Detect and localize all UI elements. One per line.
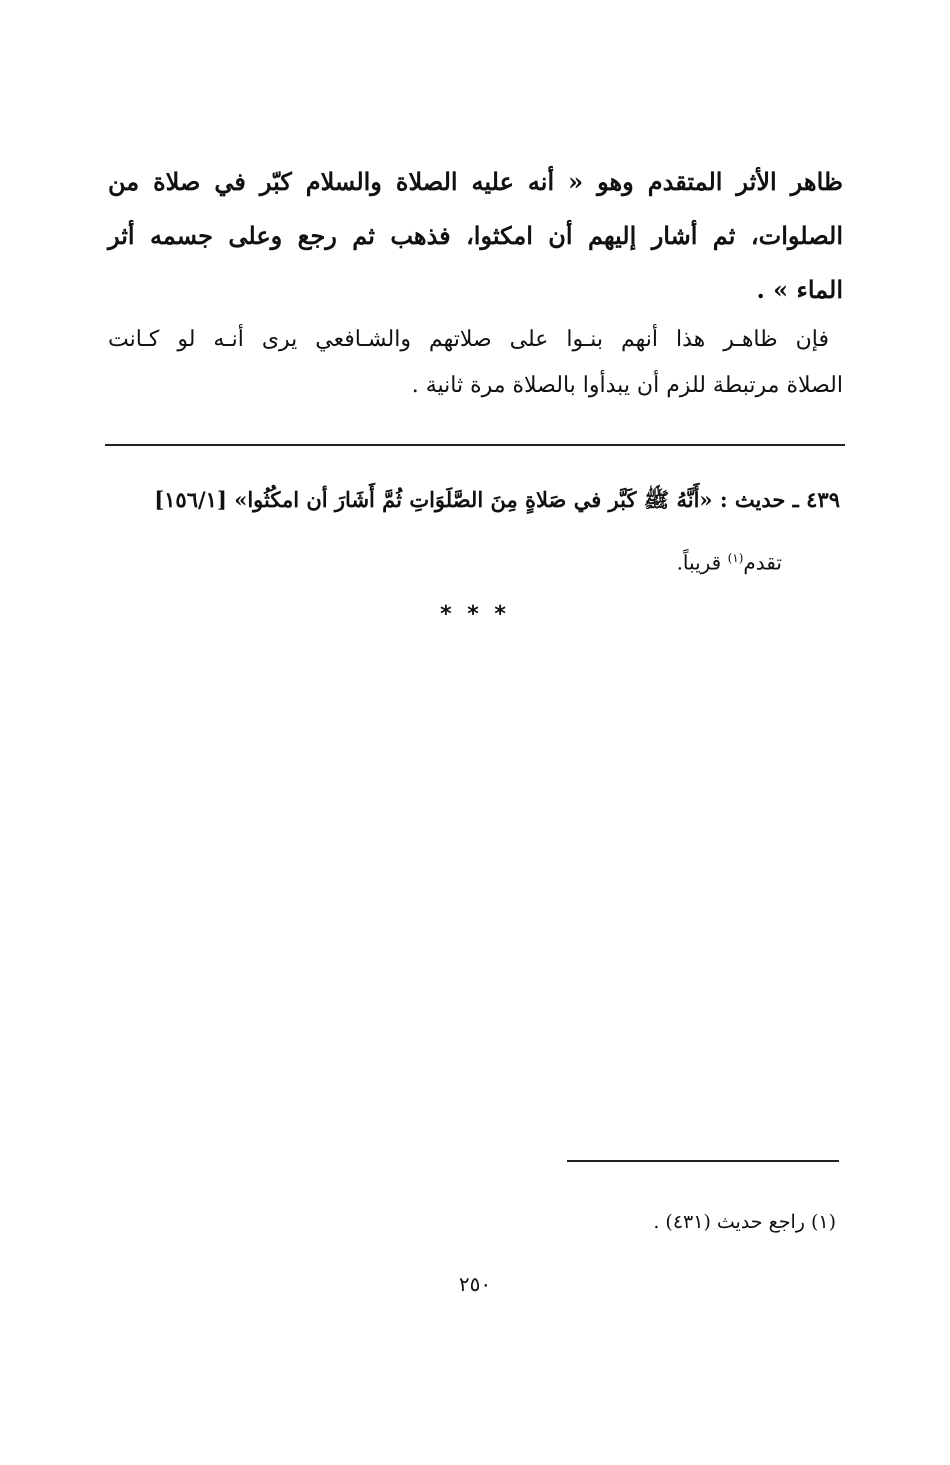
footnote-divider [567, 1160, 839, 1162]
text-line: فإن ظاهـر هذا أنهم بنـوا على صلاتهم والشـافعي يرى أنـه لو كـانت [108, 327, 829, 352]
text-line: الصلوات، ثم أشار إليهم أن امكثوا، فذهب ثم رجع وعلى جسمه أثر [108, 221, 843, 250]
footnote-marker[interactable]: (١) [727, 551, 744, 565]
text-line: الماء » . [756, 275, 843, 304]
page-number: ٢٥٠ [458, 1272, 492, 1296]
footnote: (١) راجع حديث (٤٣١) . [653, 1211, 836, 1233]
commentary-paragraph [108, 317, 843, 409]
hadith-entry: ٤٣٩ ـ حديث : «أَنَّهُ ﷺ كَبَّر في صَلاةٍ مِنَ الصَّلَوَاتِ ثُمَّ أَشَارَ أن امكُثُوا» [١٥٦/١] [154, 487, 840, 512]
section-separator-stars: * * * [440, 602, 510, 627]
quoted-hadith-text [108, 155, 843, 317]
hadith-note [560, 538, 782, 583]
text-line: ظاهر الأثر المتقدم وهو « أنه عليه الصلاة والسلام كبّر في صلاة من [108, 167, 843, 196]
section-divider [105, 444, 845, 446]
text-line: الصلاة مرتبطة للزم أن يبدأوا بالصلاة مرة ثانية . [411, 373, 843, 398]
hadith-note-rest: قريباً. [676, 550, 728, 575]
hadith-note-text: تقدم [743, 550, 782, 575]
